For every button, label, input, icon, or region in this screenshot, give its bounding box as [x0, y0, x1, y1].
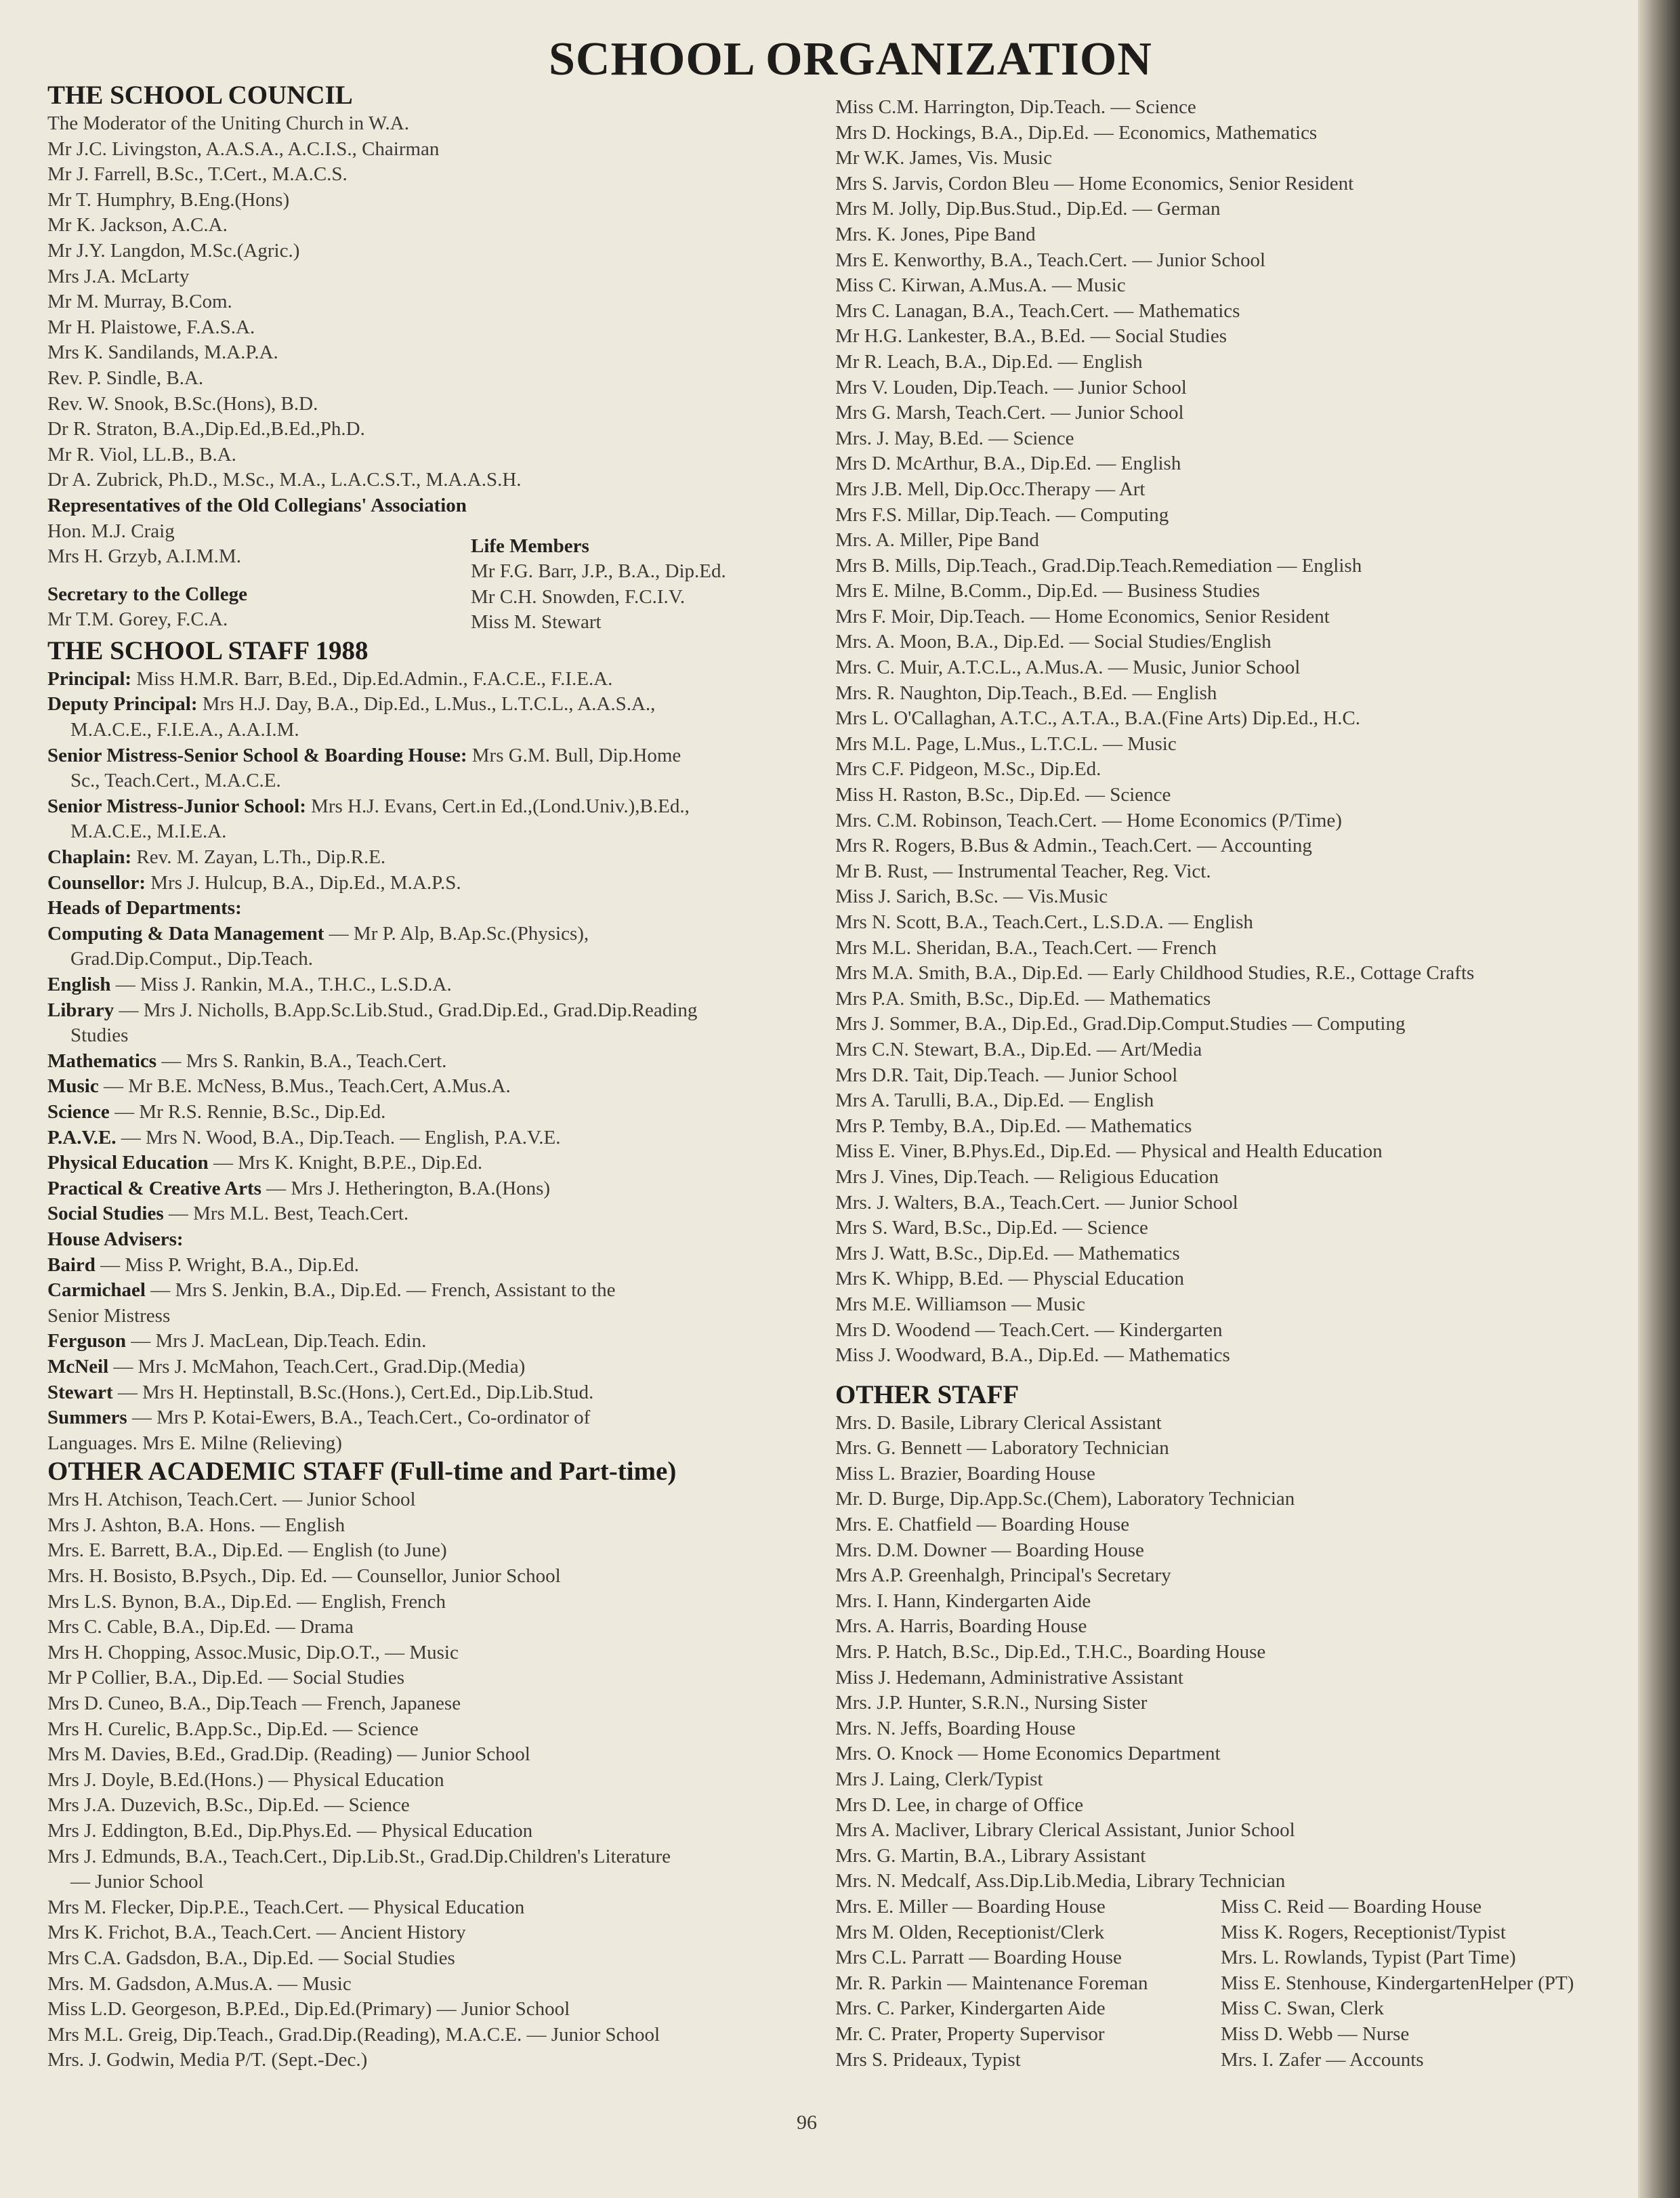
other-staff-entry: Mrs. G. Bennett — Laboratory Technician: [835, 1437, 1169, 1459]
other-staff-entry: Mrs. E. Chatfield — Boarding House: [835, 1514, 1130, 1536]
life-member: Mr F.G. Barr, J.P., B.A., Dip.Ed.: [471, 560, 726, 583]
right-column: [835, 95, 1635, 2073]
academic-staff-entry: Mrs P.A. Smith, B.Sc., Dip.Ed. — Mathematics: [835, 987, 1211, 1010]
other-staff-entry: Mrs. L. Rowlands, Typist (Part Time): [1221, 1947, 1516, 1969]
other-staff-entry: Mrs. E. Miller — Boarding House: [835, 1895, 1106, 1917]
other-staff-entry: Mrs J. Laing, Clerk/Typist: [835, 1768, 1043, 1790]
academic-staff-entry: Mrs N. Scott, B.A., Teach.Cert., L.S.D.A. — English: [835, 911, 1253, 933]
senior-mistress-senior-cont: Sc., Teach.Cert., M.A.C.E.: [70, 770, 281, 792]
academic-staff-entry: Mrs K. Frichot, B.A., Teach.Cert. — Ancient History: [47, 1922, 466, 1944]
department-head: Physical Education — Mrs K. Knight, B.P.E., Dip.Ed.: [47, 1152, 483, 1174]
council-member: Mrs J.A. McLarty: [47, 265, 190, 287]
other-staff-entry: Miss C. Reid — Boarding House: [1221, 1895, 1482, 1917]
other-staff-entry: Miss J. Hedemann, Administrative Assistant: [835, 1666, 1183, 1688]
academic-staff-entry: Mrs C. Lanagan, B.A., Teach.Cert. — Mathematics: [835, 299, 1240, 322]
other-staff-entry: Mrs. G. Martin, B.A., Library Assistant: [835, 1844, 1146, 1867]
other-staff-entry: Mrs S. Prideaux, Typist: [835, 2048, 1021, 2071]
council-member: The Moderator of the Uniting Church in W.A.: [47, 112, 409, 134]
academic-staff-entry: Miss L.D. Georgeson, B.P.Ed., Dip.Ed.(Primary) — Junior School: [47, 1998, 570, 2020]
deputy-principal-line: Deputy Principal: Mrs H.J. Day, B.A., Dip.Ed., L.Mus., L.T.C.L., A.A.S.A.,: [47, 693, 656, 716]
academic-staff-entry: Mrs. E. Barrett, B.A., Dip.Ed. — English (to June): [47, 1539, 447, 1562]
oca-member: Mrs H. Grzyb, A.I.M.M.: [47, 545, 241, 568]
senior-mistress-junior-cont: M.A.C.E., M.I.E.A.: [70, 821, 227, 843]
department-head: Computing & Data Management — Mr P. Alp, B.Ap.Sc.(Physics),: [47, 922, 589, 945]
other-staff-entry: Mrs. N. Jeffs, Boarding House: [835, 1717, 1076, 1739]
academic-staff-entry: Mrs C.A. Gadsdon, B.A., Dip.Ed. — Social Studies: [47, 1947, 455, 1969]
council-member: Dr R. Straton, B.A.,Dip.Ed.,B.Ed.,Ph.D.: [47, 418, 365, 440]
other-staff-entry: Mrs. A. Harris, Boarding House: [835, 1615, 1087, 1638]
academic-staff-entry: Mrs K. Whipp, B.Ed. — Physcial Education: [835, 1268, 1184, 1290]
book-spine-shadow: [1638, 0, 1680, 2198]
house-adviser-cont: Languages. Mrs E. Milne (Relieving): [47, 1432, 342, 1454]
academic-staff-entry: Mrs J. Doyle, B.Ed.(Hons.) — Physical Education: [47, 1768, 444, 1791]
academic-staff-entry: Mrs M. Jolly, Dip.Bus.Stud., Dip.Ed. — German: [835, 198, 1221, 220]
other-staff-list: [835, 1411, 1635, 1894]
academic-staff-entry: Mr H.G. Lankester, B.A., B.Ed. — Social Studies: [835, 325, 1227, 348]
other-staff-entry: Mrs. D.M. Downer — Boarding House: [835, 1539, 1144, 1561]
academic-staff-entry: Mrs M.L. Page, L.Mus., L.T.C.L. — Music: [835, 732, 1177, 755]
deputy-principal-cont: M.A.C.E., F.I.E.A., A.A.I.M.: [70, 719, 299, 741]
life-member: Mr C.H. Snowden, F.C.I.V.: [471, 585, 686, 608]
academic-staff-entry: Mr P Collier, B.A., Dip.Ed. — Social Studies: [47, 1667, 405, 1689]
other-staff-entry: Mrs. N. Medcalf, Ass.Dip.Lib.Media, Library Technician: [835, 1870, 1286, 1892]
academic-staff-entry: Mrs. J. Walters, B.A., Teach.Cert. — Junior School: [835, 1191, 1238, 1214]
academic-staff-entry: Mrs. K. Jones, Pipe Band: [835, 223, 1036, 245]
department-head: P.A.V.E. — Mrs N. Wood, B.A., Dip.Teach. — English, P.A.V.E.: [47, 1126, 561, 1148]
department-head: Science — Mr R.S. Rennie, B.Sc., Dip.Ed.: [47, 1100, 386, 1123]
other-staff-entry: Mrs. D. Basile, Library Clerical Assistant: [835, 1411, 1162, 1434]
council-member: Rev. W. Snook, B.Sc.(Hons), B.D.: [47, 392, 318, 415]
council-member: Mr J. Farrell, B.Sc., T.Cert., M.A.C.S.: [47, 163, 348, 186]
house-advisers-heading: House Advisers:: [47, 1228, 184, 1250]
department-head: Social Studies — Mrs M.L. Best, Teach.Cert.: [47, 1203, 409, 1225]
academic-staff-entry: Mrs L. O'Callaghan, A.T.C., A.T.A., B.A.(Fine Arts) Dip.Ed., H.C.: [835, 707, 1361, 730]
academic-staff-entry: Mrs J.A. Duzevich, B.Sc., Dip.Ed. — Science: [47, 1794, 410, 1817]
academic-staff-entry: Mrs A. Tarulli, B.A., Dip.Ed. — English: [835, 1090, 1154, 1112]
house-adviser: Ferguson — Mrs J. MacLean, Dip.Teach. Edin.: [47, 1330, 427, 1352]
academic-staff-entry: Mrs F. Moir, Dip.Teach. — Home Economics, Senior Resident: [835, 605, 1330, 627]
academic-staff-entry: Mrs M.A. Smith, B.A., Dip.Ed. — Early Childhood Studies, R.E., Cottage Crafts: [835, 962, 1475, 984]
council-member: Mrs K. Sandilands, M.A.P.A.: [47, 341, 278, 364]
other-staff-entry: Mr. C. Prater, Property Supervisor: [835, 2023, 1105, 2045]
academic-staff-entry: Mr B. Rust, — Instrumental Teacher, Reg. Vict.: [835, 860, 1211, 882]
other-staff-entry: Mrs. I. Zafer — Accounts: [1221, 2048, 1424, 2071]
council-member: Mr H. Plaistowe, F.A.S.A.: [47, 316, 255, 338]
other-staff-entry: Mr. D. Burge, Dip.App.Sc.(Chem), Laboratory Technician: [835, 1488, 1295, 1510]
council-member: Dr A. Zubrick, Ph.D., M.Sc., M.A., L.A.C.S.T., M.A.A.S.H.: [47, 469, 522, 491]
academic-staff-entry: Mrs. A. Miller, Pipe Band: [835, 529, 1039, 552]
academic-staff-entry: Mrs S. Ward, B.Sc., Dip.Ed. — Science: [835, 1217, 1148, 1239]
other-staff-entry: Miss K. Rogers, Receptionist/Typist: [1221, 1921, 1506, 1943]
chaplain-line: Chaplain: Rev. M. Zayan, L.Th., Dip.R.E.: [47, 846, 386, 869]
council-member: Mr K. Jackson, A.C.A.: [47, 214, 228, 236]
academic-staff-entry: Mr W.K. James, Vis. Music: [835, 147, 1052, 169]
other-staff-entry: Miss L. Brazier, Boarding House: [835, 1462, 1095, 1485]
academic-staff-entry: Mrs F.S. Millar, Dip.Teach. — Computing: [835, 503, 1169, 526]
department-head: English — Miss J. Rankin, M.A., T.H.C., L.S.D.A.: [47, 974, 452, 995]
senior-mistress-senior-line: Senior Mistress-Senior School & Boarding House: Mrs G.M. Bull, Dip.Home: [47, 744, 681, 766]
academic-staff-entry: Miss C. Kirwan, A.Mus.A. — Music: [835, 274, 1126, 297]
academic-staff-entry: Mrs J. Ashton, B.A. Hons. — English: [47, 1514, 345, 1536]
house-adviser: Baird — Miss P. Wright, B.A., Dip.Ed.: [47, 1253, 359, 1276]
academic-staff-entry: Mrs J. Sommer, B.A., Dip.Ed., Grad.Dip.Comput.Studies — Computing: [835, 1013, 1406, 1035]
left-column: [47, 80, 810, 2073]
academic-staff-entry: Mrs H. Curelic, B.App.Sc., Dip.Ed. — Science: [47, 1718, 419, 1740]
page-number: 96: [797, 2111, 817, 2134]
other-staff-entry: Mrs. O. Knock — Home Economics Department: [835, 1743, 1221, 1765]
other-staff-entry: Miss E. Stenhouse, KindergartenHelper (PT): [1221, 1972, 1574, 1994]
department-head-cont: Grad.Dip.Comput., Dip.Teach.: [70, 948, 313, 970]
heads-of-departments-list: [47, 921, 810, 1227]
other-staff-entry: Mrs. P. Hatch, B.Sc., Dip.Ed., T.H.C., Boarding House: [835, 1641, 1266, 1663]
academic-staff-entry: Mrs S. Jarvis, Cordon Bleu — Home Economics, Senior Resident: [835, 172, 1354, 194]
house-advisers-list: [47, 1253, 810, 1457]
academic-staff-entry: Mrs. J. Godwin, Media P/T. (Sept.-Dec.): [47, 2049, 368, 2071]
academic-staff-entry: Mrs M. Davies, B.Ed., Grad.Dip. (Reading) — Junior School: [47, 1743, 530, 1766]
life-member: Miss M. Stewart: [471, 611, 602, 634]
academic-staff-entry: Mrs D. McArthur, B.A., Dip.Ed. — English: [835, 453, 1181, 475]
council-heading: THE SCHOOL COUNCIL: [47, 81, 353, 110]
other-staff-entry: Mrs A.P. Greenhalgh, Principal's Secretary: [835, 1564, 1171, 1587]
academic-staff-entry: Mrs C. Cable, B.A., Dip.Ed. — Drama: [47, 1616, 354, 1638]
academic-staff-entry: Mrs V. Louden, Dip.Teach. — Junior School: [835, 376, 1187, 398]
academic-staff-entry: Miss E. Viner, B.Phys.Ed., Dip.Ed. — Physical and Health Education: [835, 1140, 1383, 1163]
page-title: SCHOOL ORGANIZATION: [549, 33, 1152, 85]
academic-staff-entry: Mrs H. Chopping, Assoc.Music, Dip.O.T., — Music: [47, 1641, 459, 1663]
academic-staff-entry: Mrs D.R. Tait, Dip.Teach. — Junior School: [835, 1064, 1178, 1086]
academic-staff-entry: Mrs B. Mills, Dip.Teach., Grad.Dip.Teach.Remediation — English: [835, 554, 1362, 577]
council-member: Mr R. Viol, LL.B., B.A.: [47, 443, 236, 465]
academic-staff-entry: Mrs J. Watt, B.Sc., Dip.Ed. — Mathematics: [835, 1242, 1180, 1264]
house-adviser-cont: Senior Mistress: [47, 1304, 171, 1327]
academic-staff-entry: Mrs C.F. Pidgeon, M.Sc., Dip.Ed.: [835, 758, 1101, 781]
other-staff-entry: Mrs C.L. Parratt — Boarding House: [835, 1947, 1122, 1969]
academic-staff-entry: Miss J. Sarich, B.Sc. — Vis.Music: [835, 886, 1108, 908]
other-staff-entry: Mrs A. Macliver, Library Clerical Assistant, Junior School: [835, 1819, 1295, 1842]
academic-staff-entry: Mrs D. Cuneo, B.A., Dip.Teach — French, Japanese: [47, 1693, 461, 1715]
life-members-heading: Life Members: [471, 535, 589, 557]
academic-staff-entry: Mrs J. Vines, Dip.Teach. — Religious Education: [835, 1165, 1219, 1188]
council-member: Mr T. Humphry, B.Eng.(Hons): [47, 188, 290, 211]
other-staff-entry: Mrs. C. Parker, Kindergarten Aide: [835, 1997, 1106, 2020]
academic-staff-entry: Mrs J. Eddington, B.Ed., Dip.Phys.Ed. — Physical Education: [47, 1820, 533, 1842]
academic-staff-entry: Mrs. C. Muir, A.T.C.L., A.Mus.A. — Music, Junior School: [835, 657, 1301, 679]
academic-staff-entry: Mrs R. Rogers, B.Bus & Admin., Teach.Cert. — Accounting: [835, 835, 1312, 857]
council-subsections: [47, 519, 810, 636]
academic-heading: OTHER ACADEMIC STAFF (Full-time and Part-time): [47, 1457, 677, 1487]
department-head: Music — Mr B.E. McNess, B.Mus., Teach.Cert, A.Mus.A.: [47, 1075, 511, 1098]
academic-staff-entry: — Junior School: [70, 1871, 204, 1893]
department-head: Library — Mrs J. Nicholls, B.App.Sc.Lib.Stud., Grad.Dip.Ed., Grad.Dip.Reading: [47, 999, 698, 1021]
department-head: Mathematics — Mrs S. Rankin, B.A., Teach.Cert.: [47, 1050, 447, 1072]
academic-staff-entry: Mrs M.L. Sheridan, B.A., Teach.Cert. — French: [835, 936, 1217, 959]
house-adviser: Summers — Mrs P. Kotai-Ewers, B.A., Teach.Cert., Co-ordinator of: [47, 1407, 591, 1429]
academic-staff-list-left: [47, 1487, 810, 2073]
academic-staff-entry: Mrs M.L. Greig, Dip.Teach., Grad.Dip.(Reading), M.A.C.E. — Junior School: [47, 2023, 660, 2046]
academic-staff-entry: Mrs J.B. Mell, Dip.Occ.Therapy — Art: [835, 478, 1146, 500]
house-adviser: Carmichael — Mrs S. Jenkin, B.A., Dip.Ed. — French, Assistant to the: [47, 1279, 616, 1302]
other-staff-entry: Mr. R. Parkin — Maintenance Foreman: [835, 1972, 1148, 1994]
secretary-heading: Secretary to the College: [47, 583, 247, 605]
academic-staff-entry: Mrs. R. Naughton, Dip.Teach., B.Ed. — English: [835, 682, 1217, 704]
oca-heading: Representatives of the Old Collegians' Association: [47, 494, 467, 516]
academic-staff-entry: Mrs M.E. Williamson — Music: [835, 1293, 1085, 1315]
academic-staff-entry: Mrs D. Hockings, B.A., Dip.Ed. — Economics, Mathematics: [835, 121, 1318, 144]
academic-staff-entry: Mrs. A. Moon, B.A., Dip.Ed. — Social Studies/English: [835, 631, 1272, 653]
department-head-cont: Studies: [70, 1024, 129, 1047]
heads-of-departments-heading: Heads of Departments:: [47, 897, 242, 919]
house-adviser: McNeil — Mrs J. McMahon, Teach.Cert., Grad.Dip.(Media): [47, 1355, 526, 1377]
other-staff-heading: OTHER STAFF: [835, 1380, 1020, 1409]
academic-staff-entry: Mrs. H. Bosisto, B.Psych., Dip. Ed. — Counsellor, Junior School: [47, 1565, 561, 1588]
council-member: Mr J.Y. Langdon, M.Sc.(Agric.): [47, 239, 300, 262]
oca-member: Hon. M.J. Craig: [47, 520, 175, 542]
counsellor-line: Counsellor: Mrs J. Hulcup, B.A., Dip.Ed., M.A.P.S.: [47, 871, 461, 894]
academic-staff-entry: Mrs G. Marsh, Teach.Cert. — Junior School: [835, 402, 1184, 424]
council-member: Mr J.C. Livingston, A.A.S.A., A.C.I.S., Chairman: [47, 138, 440, 160]
other-staff-entry: Miss D. Webb — Nurse: [1221, 2023, 1410, 2045]
academic-staff-entry: Mrs M. Flecker, Dip.P.E., Teach.Cert. — Physical Education: [47, 1896, 525, 1918]
other-staff-entry: Mrs. I. Hann, Kindergarten Aide: [835, 1590, 1091, 1612]
academic-staff-entry: Miss C.M. Harrington, Dip.Teach. — Science: [835, 96, 1196, 118]
senior-mistress-junior-line: Senior Mistress-Junior School: Mrs H.J. Evans, Cert.in Ed.,(Lond.Univ.),B.Ed.,: [47, 795, 690, 817]
other-staff-split: [835, 1894, 1635, 2073]
council-member: Rev. P. Sindle, B.A.: [47, 367, 204, 389]
academic-staff-entry: Mrs. J. May, B.Ed. — Science: [835, 427, 1074, 449]
academic-staff-entry: Miss H. Raston, B.Sc., Dip.Ed. — Science: [835, 784, 1171, 806]
academic-staff-entry: Mrs. C.M. Robinson, Teach.Cert. — Home Economics (P/Time): [835, 809, 1342, 831]
academic-staff-entry: Mrs C.N. Stewart, B.A., Dip.Ed. — Art/Media: [835, 1038, 1202, 1060]
other-staff-entry: Mrs D. Lee, in charge of Office: [835, 1793, 1084, 1816]
department-head: Practical & Creative Arts — Mrs J. Hetherington, B.A.(Hons): [47, 1177, 551, 1199]
other-staff-entry: Mrs. J.P. Hunter, S.R.N., Nursing Sister: [835, 1692, 1148, 1714]
principal-line: Principal: Miss H.M.R. Barr, B.Ed., Dip.Ed.Admin., F.A.C.E., F.I.E.A.: [47, 667, 613, 690]
council-list: [47, 111, 810, 493]
academic-staff-list-right: [835, 95, 1635, 1369]
academic-staff-entry: Miss J. Woodward, B.A., Dip.Ed. — Mathematics: [835, 1344, 1230, 1367]
house-adviser: Stewart — Mrs H. Heptinstall, B.Sc.(Hons.), Cert.Ed., Dip.Lib.Stud.: [47, 1381, 594, 1403]
academic-staff-entry: Mrs D. Woodend — Teach.Cert. — Kindergarten: [835, 1319, 1223, 1341]
academic-staff-entry: Mrs. M. Gadsdon, A.Mus.A. — Music: [47, 1972, 352, 1995]
other-staff-entry: Mrs M. Olden, Receptionist/Clerk: [835, 1921, 1105, 1943]
academic-staff-entry: Mr R. Leach, B.A., Dip.Ed. — English: [835, 350, 1143, 373]
staff-heading: THE SCHOOL STAFF 1988: [47, 636, 369, 665]
academic-staff-entry: Mrs E. Kenworthy, B.A., Teach.Cert. — Junior School: [835, 249, 1266, 271]
academic-staff-entry: Mrs L.S. Bynon, B.A., Dip.Ed. — English, French: [47, 1590, 446, 1613]
academic-staff-entry: Mrs H. Atchison, Teach.Cert. — Junior School: [47, 1489, 416, 1511]
academic-staff-entry: Mrs J. Edmunds, B.A., Teach.Cert., Dip.Lib.St., Grad.Dip.Children's Literature: [47, 1845, 671, 1867]
academic-staff-entry: Mrs E. Milne, B.Comm., Dip.Ed. — Business Studies: [835, 580, 1260, 602]
other-staff-entry: Miss C. Swan, Clerk: [1221, 1997, 1384, 2020]
academic-staff-entry: Mrs P. Temby, B.A., Dip.Ed. — Mathematics: [835, 1115, 1192, 1137]
secretary-name: Mr T.M. Gorey, F.C.A.: [47, 608, 228, 631]
council-member: Mr M. Murray, B.Com.: [47, 291, 232, 313]
